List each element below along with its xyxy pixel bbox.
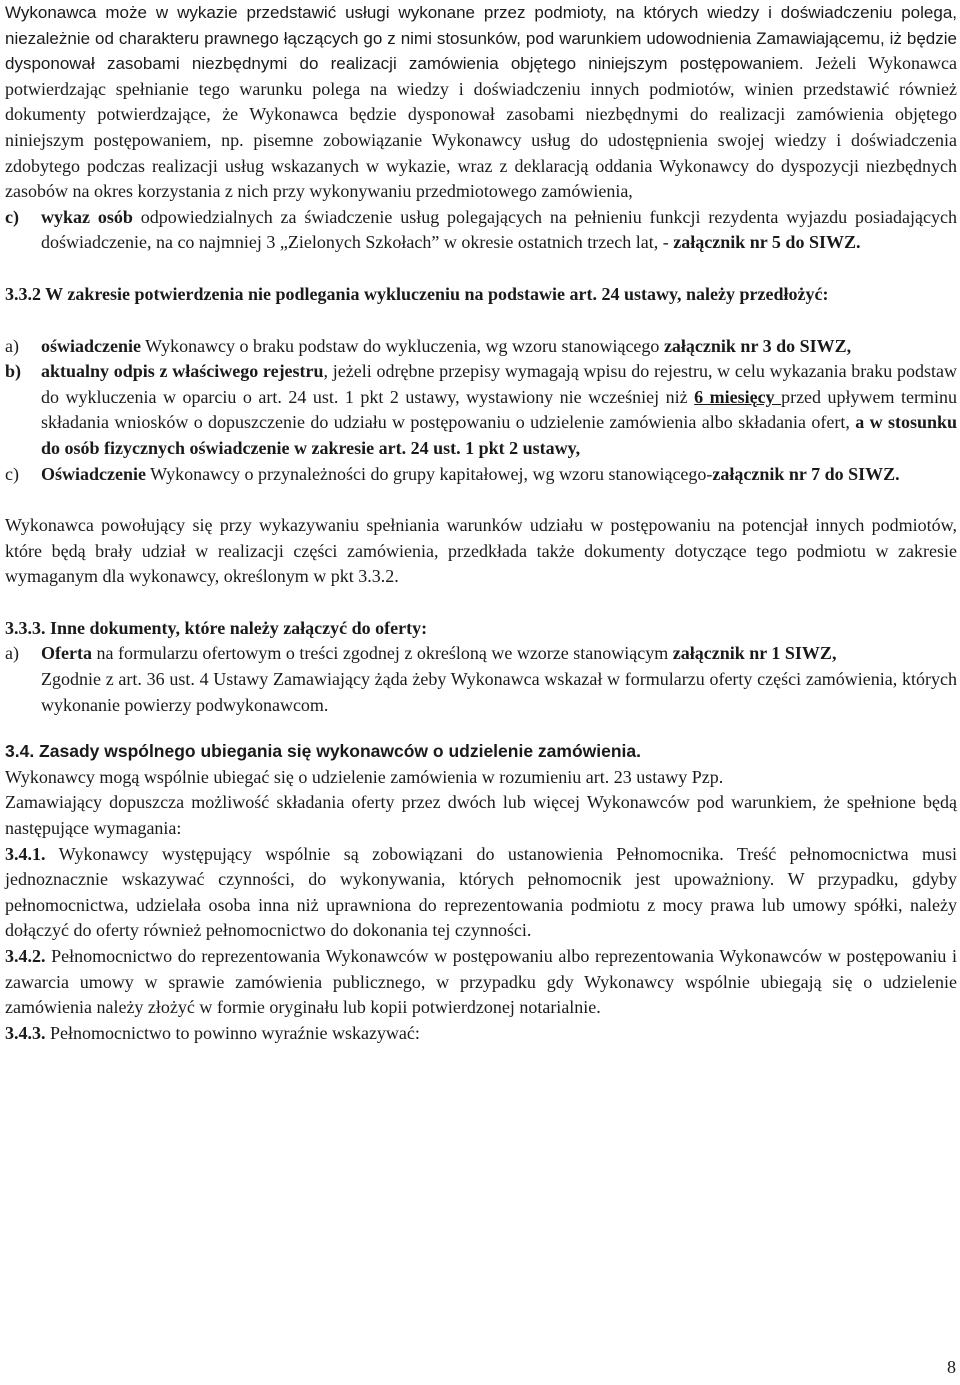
list-marker: c)	[5, 206, 19, 227]
paragraph-3-4-b: Zamawiający dopuszcza możliwość składania oferty przez dwóch lub więcej Wykonawców pod warunkiem, że spełnione będą następujące wymagania:	[5, 792, 957, 839]
clause-3-4-2	[5, 944, 957, 1021]
underlined-term: 6 miesięcy	[694, 386, 782, 407]
clause-number: 3.4.3.	[5, 1022, 46, 1043]
list-marker: c)	[5, 463, 19, 484]
intro-paragraph	[5, 0, 957, 205]
list-item-c-staff	[5, 205, 957, 256]
clause-3-4-1	[5, 842, 957, 944]
list-item-a-declaration	[5, 334, 957, 360]
clause-3-4-3	[5, 1021, 957, 1047]
bold-term: wykaz osób	[41, 206, 133, 227]
clause-text: Wykonawcy występujący wspólnie są zobowiązani do ustanowienia Pełnomocnika. Treść pełnomocnictwa musi jednoznacznie wskazywać czynności, do wykonywania, których pełnomocnik jest upoważniony. W przypadku, gdyby pełnomocnictwa, udzielała osoba inna niż uprawniona do reprezentowania podmiotu z mocy prawa lub umowy spółki, należy dołączyć do oferty również pełnomocnictwo do dokonania tej czynności.	[5, 843, 957, 941]
annex-reference: załącznik nr 7 do SIWZ.	[712, 463, 900, 484]
bold-term: Oświadczenie	[41, 463, 146, 484]
list-marker: a)	[5, 643, 19, 664]
intro-end: pisemne zobowiązanie Wykonawcy usług do udostępnienia swojej wiedzy i doświadczenia zdobytego podczas realizacji usług wskazanych w wykazie, wraz z deklaracją oddania Wykonawcy do dyspozycji niezbędnych zasobów na okres korzystania z nich przy wykonywaniu przedmiotowego zamówienia,	[5, 129, 958, 202]
list-text: , jeżeli odrębne przepisy wymagają wpisu do rejestru, w celu wykazania braku podstaw do wykluczenia w oparciu o art. 24 ust. 1 pkt 2 ustawy, wystawiony nie wcześniej niż	[41, 361, 957, 407]
section-heading-3-3-3: 3.3.3. Inne dokumenty, które należy załączyć do oferty:	[5, 617, 428, 638]
clause-text: Pełnomocnictwo to powinno wyraźnie wskazywać:	[45, 1022, 420, 1043]
list-text: odpowiedzialnych za świadczenie usług polegających na pełnieniu funkcji rezydenta wyjazdu posiadających doświadczenie, na co najmniej 3 „Zielonych Szkołach” w okresie ostatnich trzech lat, -	[41, 206, 957, 253]
annex-reference: załącznik nr 1 SIWZ,	[672, 643, 837, 664]
clause-number: 3.4.1.	[5, 843, 46, 864]
annex-reference: załącznik nr 3 do SIWZ,	[663, 335, 852, 356]
intro-sans-text: Wykonawca może w wykazie przedstawić usługi wykonane przez podmioty, na których wiedzy i doświadczeniu polega, niezależnie od charakteru prawnego łączących go z nimi stosunków, pod warunkiem udowodnienia Zamawiającemu, iż będzie dysponował zasobami niezbędnymi do realizacji zamówienia objętego niniejszym postępowaniem.	[5, 3, 957, 74]
bold-term: aktualny odpis z właściwego rejestru	[41, 361, 324, 382]
intro-continuation: Jeżeli Wykonawca potwierdzając spełnianie tego warunku polega na wiedzy i doświadczeniu innych podmiotów, winien przedstawić również dokumenty potwierdzające, że Wykonawca będzie dysponował zasobami niezbędnymi do realizacji zamówienia objętego niniejszym postępowaniem, np.	[5, 53, 958, 150]
list-item-c-capital-group	[5, 462, 957, 488]
subcontractor-note: Zgodnie z art. 36 ust. 4 Ustawy Zamawiający żąda żeby Wykonawca wskazał w formularzu oferty części zamówienia, których wykonanie powierzy podwykonawcom.	[41, 669, 957, 715]
annex-reference: załącznik nr 5 do SIWZ.	[673, 232, 861, 253]
list-text: na formularzu ofertowym o treści zgodnej z określoną we wzorze stanowiącym	[91, 643, 673, 664]
section-heading-3-3-2: 3.3.2 W zakresie potwierdzenia nie podlegania wykluczeniu na podstawie art. 24 ustawy, należy przedłożyć:	[5, 283, 829, 304]
bold-term: Oferta	[41, 643, 92, 664]
section-heading-3-4: 3.4. Zasady wspólnego ubiegania się wykonawców o udzielenie zamówienia.	[5, 741, 642, 762]
paragraph-3-4-a: Wykonawcy mogą wspólnie ubiegać się o udzielenie zamówienia w rozumieniu art. 23 ustawy Pzp.	[5, 766, 724, 787]
page-number: 8	[947, 1357, 956, 1378]
resources-paragraph: Wykonawca powołujący się przy wykazywaniu spełniania warunków udziału w postępowaniu na potencjał innych podmiotów, które będą brały udział w realizacji części zamówienia, przedkłada także dokumenty dotyczące tego podmiotu w zakresie wymaganym dla wykonawcy, określonym w pkt 3.3.2.	[5, 515, 957, 587]
bold-clause: a w stosunku do osób fizycznych oświadczenie w zakresie art. 24 ust. 1 pkt 2 ustawy,	[41, 412, 957, 458]
list-text-cont: przed upływem terminu składania wniosków o dopuszczenie do udziału w postępowaniu o udzielenie zamówienia albo składania ofert,	[41, 386, 958, 433]
list-marker: a)	[5, 335, 19, 356]
list-item-b-register	[5, 359, 957, 461]
list-item-a-offer	[5, 641, 957, 667]
list-text: Wykonawcy o przynależności do grupy kapitałowej, wg wzoru stanowiącego-	[146, 463, 713, 484]
list-text: Wykonawcy o braku podstaw do wykluczenia, wg wzoru stanowiącego	[140, 335, 664, 356]
clause-number: 3.4.2.	[5, 946, 46, 966]
list-marker: b)	[5, 361, 22, 382]
clause-text: Pełnomocnictwo do reprezentowania Wykonawców w postępowaniu albo reprezentowania Wykonawców w postępowaniu i zawarcia umowy w sprawie zamówienia publicznego, w przypadku gdy Wykonawcy wspólnie ubiegają się o udzielenie zamówienia należy złożyć w formie oryginału lub kopii potwierdzonej notarialnie.	[5, 946, 957, 1018]
bold-term: oświadczenie	[41, 335, 141, 356]
